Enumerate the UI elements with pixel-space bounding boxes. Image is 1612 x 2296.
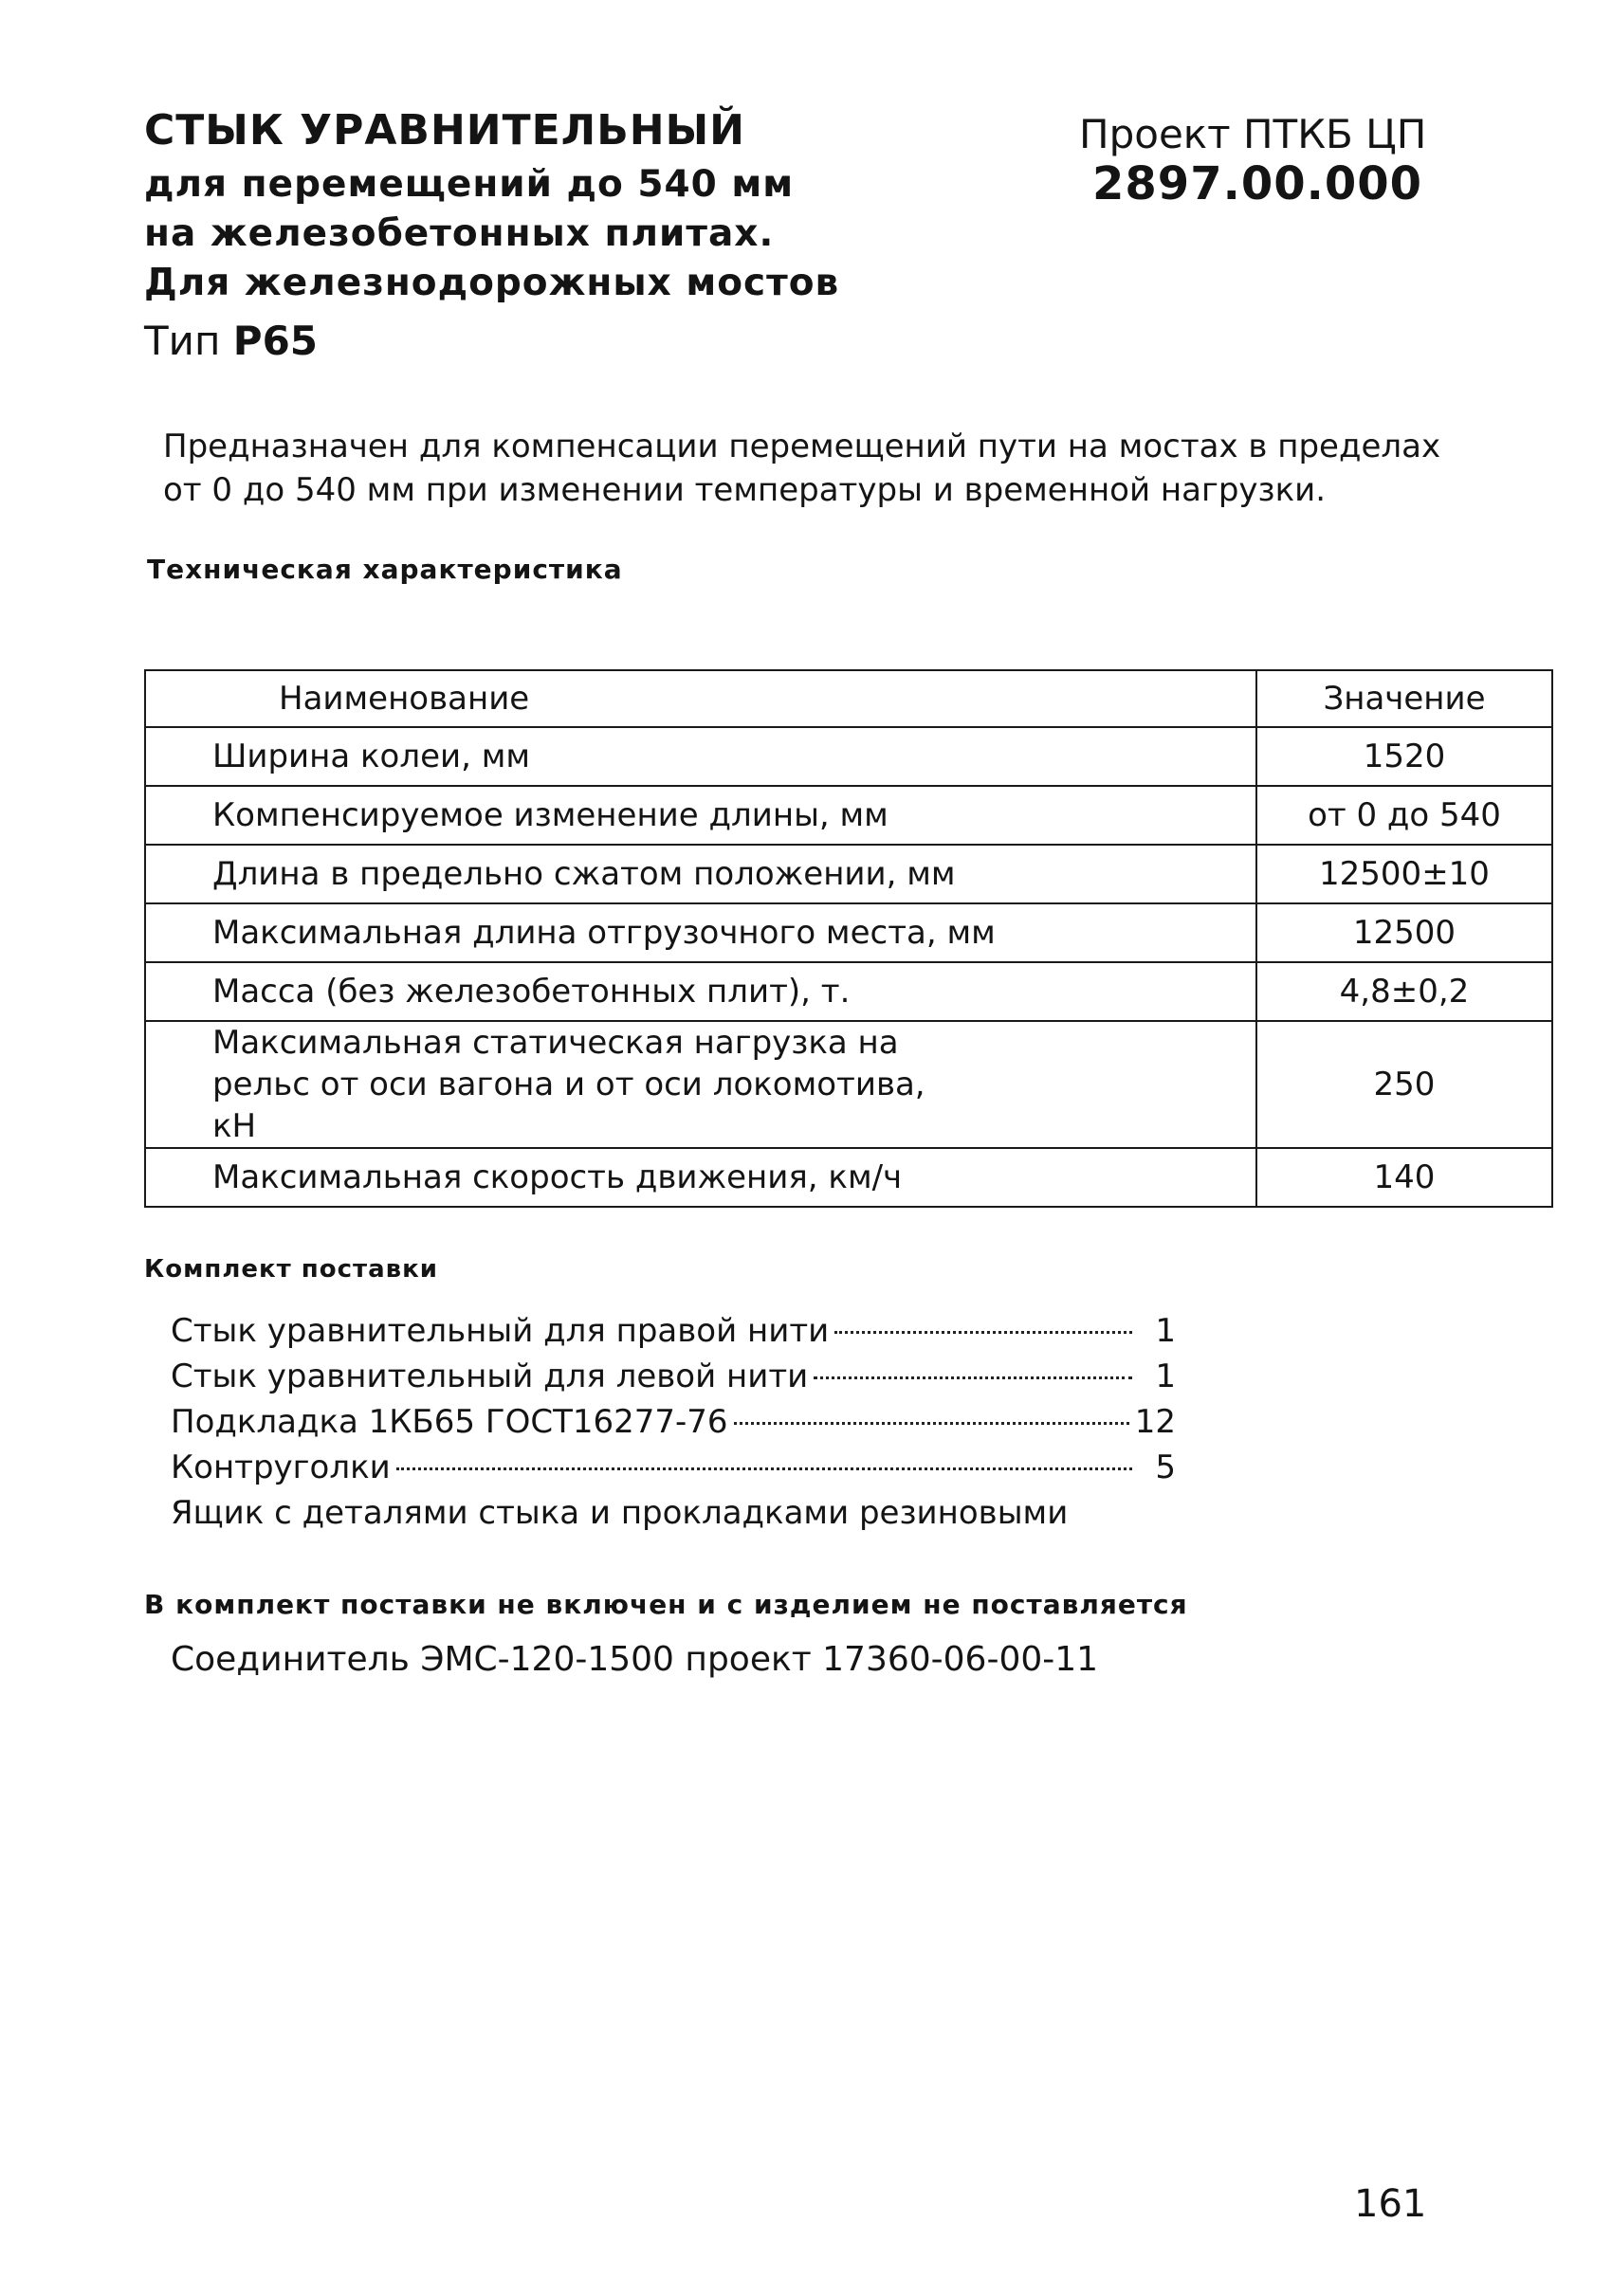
product-type xyxy=(144,317,318,366)
list-item xyxy=(171,1494,1176,1540)
type-prefix: Тип xyxy=(144,318,221,364)
table-header-row xyxy=(145,670,1552,727)
row-name: Максимальная статическая нагрузка на рельс от оси вагона и от оси локомотива, кН xyxy=(145,1021,1256,1148)
kit-item-name: Стык уравнительный для левой нити xyxy=(171,1358,809,1395)
table-row xyxy=(145,903,1552,962)
subtitle-line-3: Для железнодорожных мостов xyxy=(144,262,840,304)
table-row xyxy=(145,786,1552,845)
row-name: Ширина колеи, мм xyxy=(145,727,1256,786)
column-header-name: Наименование xyxy=(145,670,1256,727)
spec-table xyxy=(144,669,1553,1208)
kit-item-name: Контруголки xyxy=(171,1449,391,1486)
description: Предназначен для компенсации перемещений пути на мостах в пределах от 0 до 540 мм при изменении температуры и временной нагрузки. xyxy=(163,428,1441,509)
table-row xyxy=(145,727,1552,786)
row-value: 4,8±0,2 xyxy=(1256,962,1552,1021)
kit-item-qty: 5 xyxy=(1155,1449,1176,1486)
kit-list xyxy=(171,1312,1176,1540)
table-row xyxy=(145,962,1552,1021)
project-number: 2897.00.000 xyxy=(1092,157,1423,210)
subtitle-line-2: на железобетонных плитах. xyxy=(144,212,775,255)
list-item xyxy=(171,1358,1176,1403)
column-header-value: Значение xyxy=(1256,670,1552,727)
list-item xyxy=(171,1449,1176,1494)
kit-item-name: Стык уравнительный для правой нити xyxy=(171,1312,830,1350)
row-name: Масса (без железобетонных плит), т. xyxy=(145,962,1256,1021)
list-item xyxy=(171,1403,1176,1449)
row-value: 250 xyxy=(1256,1021,1552,1148)
excluded-section-label: В комплект поставки не включен и с изделием не поставляется xyxy=(144,1589,1188,1620)
kit-item-qty: 1 xyxy=(1155,1312,1176,1350)
document-title: СТЫК УРАВНИТЕЛЬНЫЙ xyxy=(144,106,745,155)
row-value: от 0 до 540 xyxy=(1256,786,1552,845)
table-row xyxy=(145,845,1552,903)
table-row xyxy=(145,1021,1552,1148)
dot-leader xyxy=(734,1422,1129,1425)
row-name: Максимальная скорость движения, км/ч xyxy=(145,1148,1256,1207)
row-name: Максимальная длина отгрузочного места, мм xyxy=(145,903,1256,962)
dot-leader xyxy=(396,1467,1132,1470)
subtitle-line-1: для перемещений до 540 мм xyxy=(144,163,795,206)
kit-section-label: Комплект поставки xyxy=(144,1255,438,1284)
kit-item-name: Ящик с деталями стыка и прокладками резиновыми xyxy=(171,1494,1069,1532)
kit-item-qty: 12 xyxy=(1134,1403,1176,1441)
table-row xyxy=(145,1148,1552,1207)
tech-section-label: Техническая характеристика xyxy=(147,554,623,585)
project-label: Проект ПТКБ ЦП xyxy=(1079,111,1427,157)
row-value: 12500±10 xyxy=(1256,845,1552,903)
type-value: Р65 xyxy=(232,318,319,364)
row-value: 140 xyxy=(1256,1148,1552,1207)
dot-leader xyxy=(814,1376,1132,1379)
excluded-item: Соединитель ЭМС-120-1500 проект 17360-06-00-11 xyxy=(171,1640,1099,1679)
row-name: Длина в предельно сжатом положении, мм xyxy=(145,845,1256,903)
kit-item-name: Подкладка 1КБ65 ГОСТ16277-76 xyxy=(171,1403,728,1441)
row-name: Компенсируемое изменение длины, мм xyxy=(145,786,1256,845)
dot-leader xyxy=(834,1331,1132,1334)
list-item xyxy=(171,1312,1176,1358)
kit-item-qty: 1 xyxy=(1155,1358,1176,1395)
row-value: 12500 xyxy=(1256,903,1552,962)
row-value: 1520 xyxy=(1256,727,1552,786)
page-number: 161 xyxy=(1354,2182,1427,2226)
